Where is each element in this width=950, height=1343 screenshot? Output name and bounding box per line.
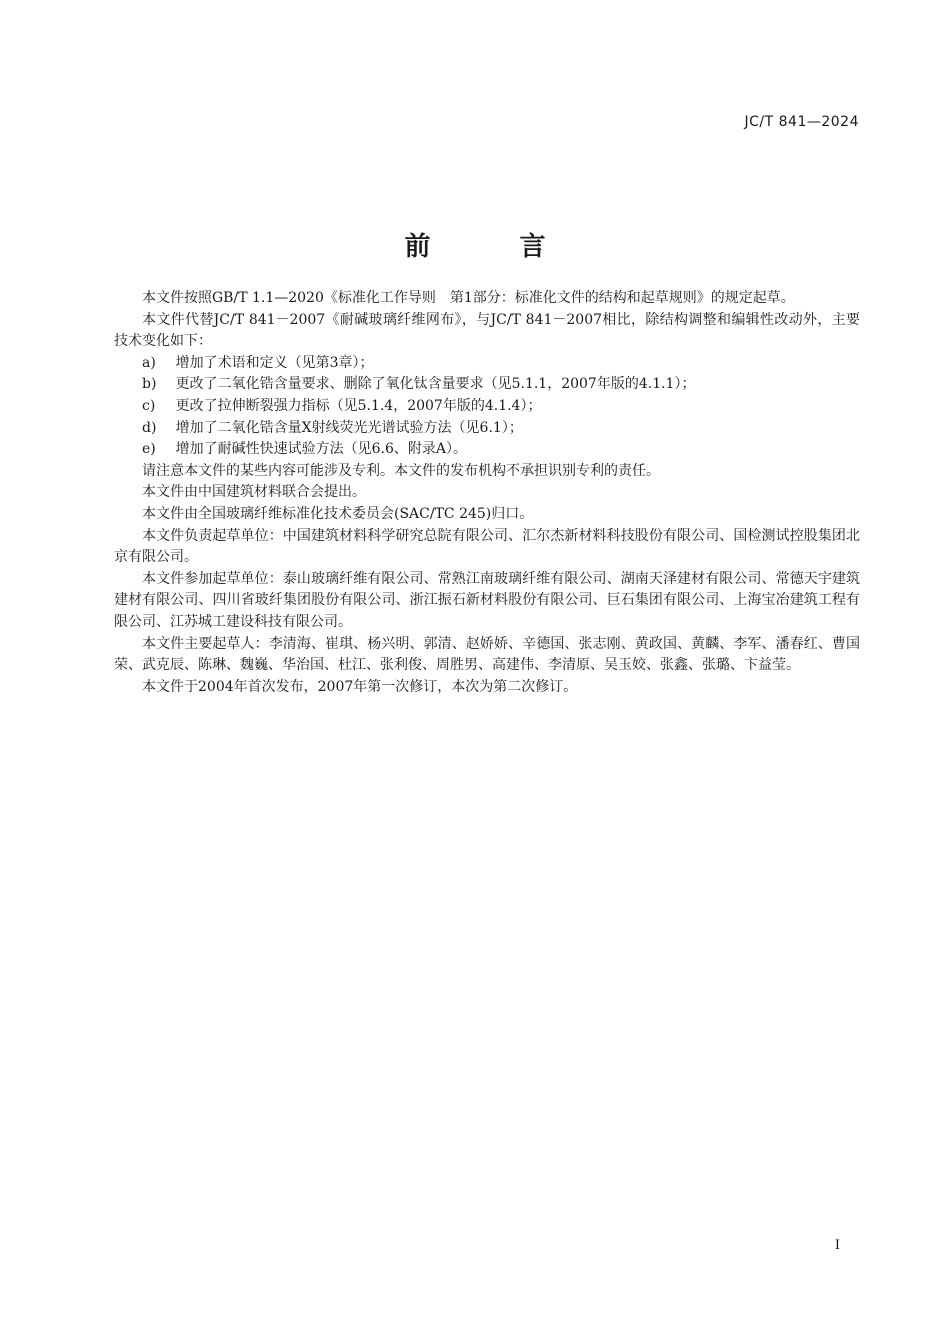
paragraph-lead-drafters: 本文件负责起草单位：中国建筑材料科学研究总院有限公司、汇尔杰新材料科技股份有限公司、国检测试控股集团北京有限公司。 xyxy=(114,527,860,566)
change-item-mark: e) xyxy=(142,441,156,458)
paragraph-participating-drafters: 本文件参加起草单位：泰山玻璃纤维有限公司、常熟江南玻璃纤维有限公司、湖南天泽建材有限公司、常德天宇建筑建材有限公司、四川省玻纤集团股份有限公司、浙江振石新材料股份有限公司、巨石集团有限公司、上海宝冶建筑工程有限公司、江苏城工建设科技有限公司。 xyxy=(114,570,860,630)
paragraph-patent-notice: 请注意本文件的某些内容可能涉及专利。本文件的发布机构不承担识别专利的责任。 xyxy=(142,462,660,479)
paragraph-proposer: 本文件由中国建筑材料联合会提出。 xyxy=(142,484,366,501)
standard-number: JC/T 841—2024 xyxy=(744,114,859,130)
document-body xyxy=(114,288,860,698)
change-item-mark: b) xyxy=(142,376,157,393)
page-number: I xyxy=(834,1238,840,1253)
change-item xyxy=(114,439,860,461)
change-item-text: 增加了二氧化锆含量X射线荧光光谱试验方法（见6.1）； xyxy=(175,419,523,436)
change-item-text: 更改了拉伸断裂强力指标（见5.1.4，2007年版的4.1.4）； xyxy=(175,397,542,414)
page-title: 前 言 xyxy=(404,232,586,262)
paragraph-main-drafters: 本文件主要起草人：李清海、崔琪、杨兴明、郭清、赵娇娇、辛德国、张志刚、黄政国、黄麟、李军、潘春红、曹国荣、武克辰、陈琳、魏巍、华治国、杜江、张利俊、周胜男、高建伟、李清原、吴玉姣、张鑫、张璐、卞益莹。 xyxy=(114,635,860,674)
paragraph-revision-history: 本文件于2004年首次发布，2007年第一次修订，本次为第二次修订。 xyxy=(142,678,578,695)
change-item-text: 更改了二氧化锆含量要求、删除了氧化钛含量要求（见5.1.1，2007年版的4.1.1）； xyxy=(175,376,696,393)
change-item xyxy=(114,396,860,418)
paragraph-replacement: 本文件代替JC/T 841－2007《耐碱玻璃纤维网布》，与JC/T 841－2007相比，除结构调整和编辑性改动外，主要技术变化如下： xyxy=(114,311,860,350)
paragraph-drafting-rules: 本文件按照GB/T 1.1—2020《标准化工作导则 第1部分：标准化文件的结构和起草规则》的规定起草。 xyxy=(142,290,795,306)
paragraph-technical-committee: 本文件由全国玻璃纤维标准化技术委员会(SAC/TC 245)归口。 xyxy=(142,505,534,522)
change-item-mark: d) xyxy=(142,419,157,436)
change-item-mark: c) xyxy=(142,397,156,414)
change-item-text: 增加了耐碱性快速试验方法（见6.6、附录A）。 xyxy=(175,441,467,458)
change-item-mark: a) xyxy=(142,354,156,371)
change-item xyxy=(114,418,860,440)
change-item-text: 增加了术语和定义（见第3章）； xyxy=(175,354,374,371)
change-item xyxy=(114,353,860,375)
change-list xyxy=(114,353,860,461)
change-item xyxy=(114,374,860,396)
